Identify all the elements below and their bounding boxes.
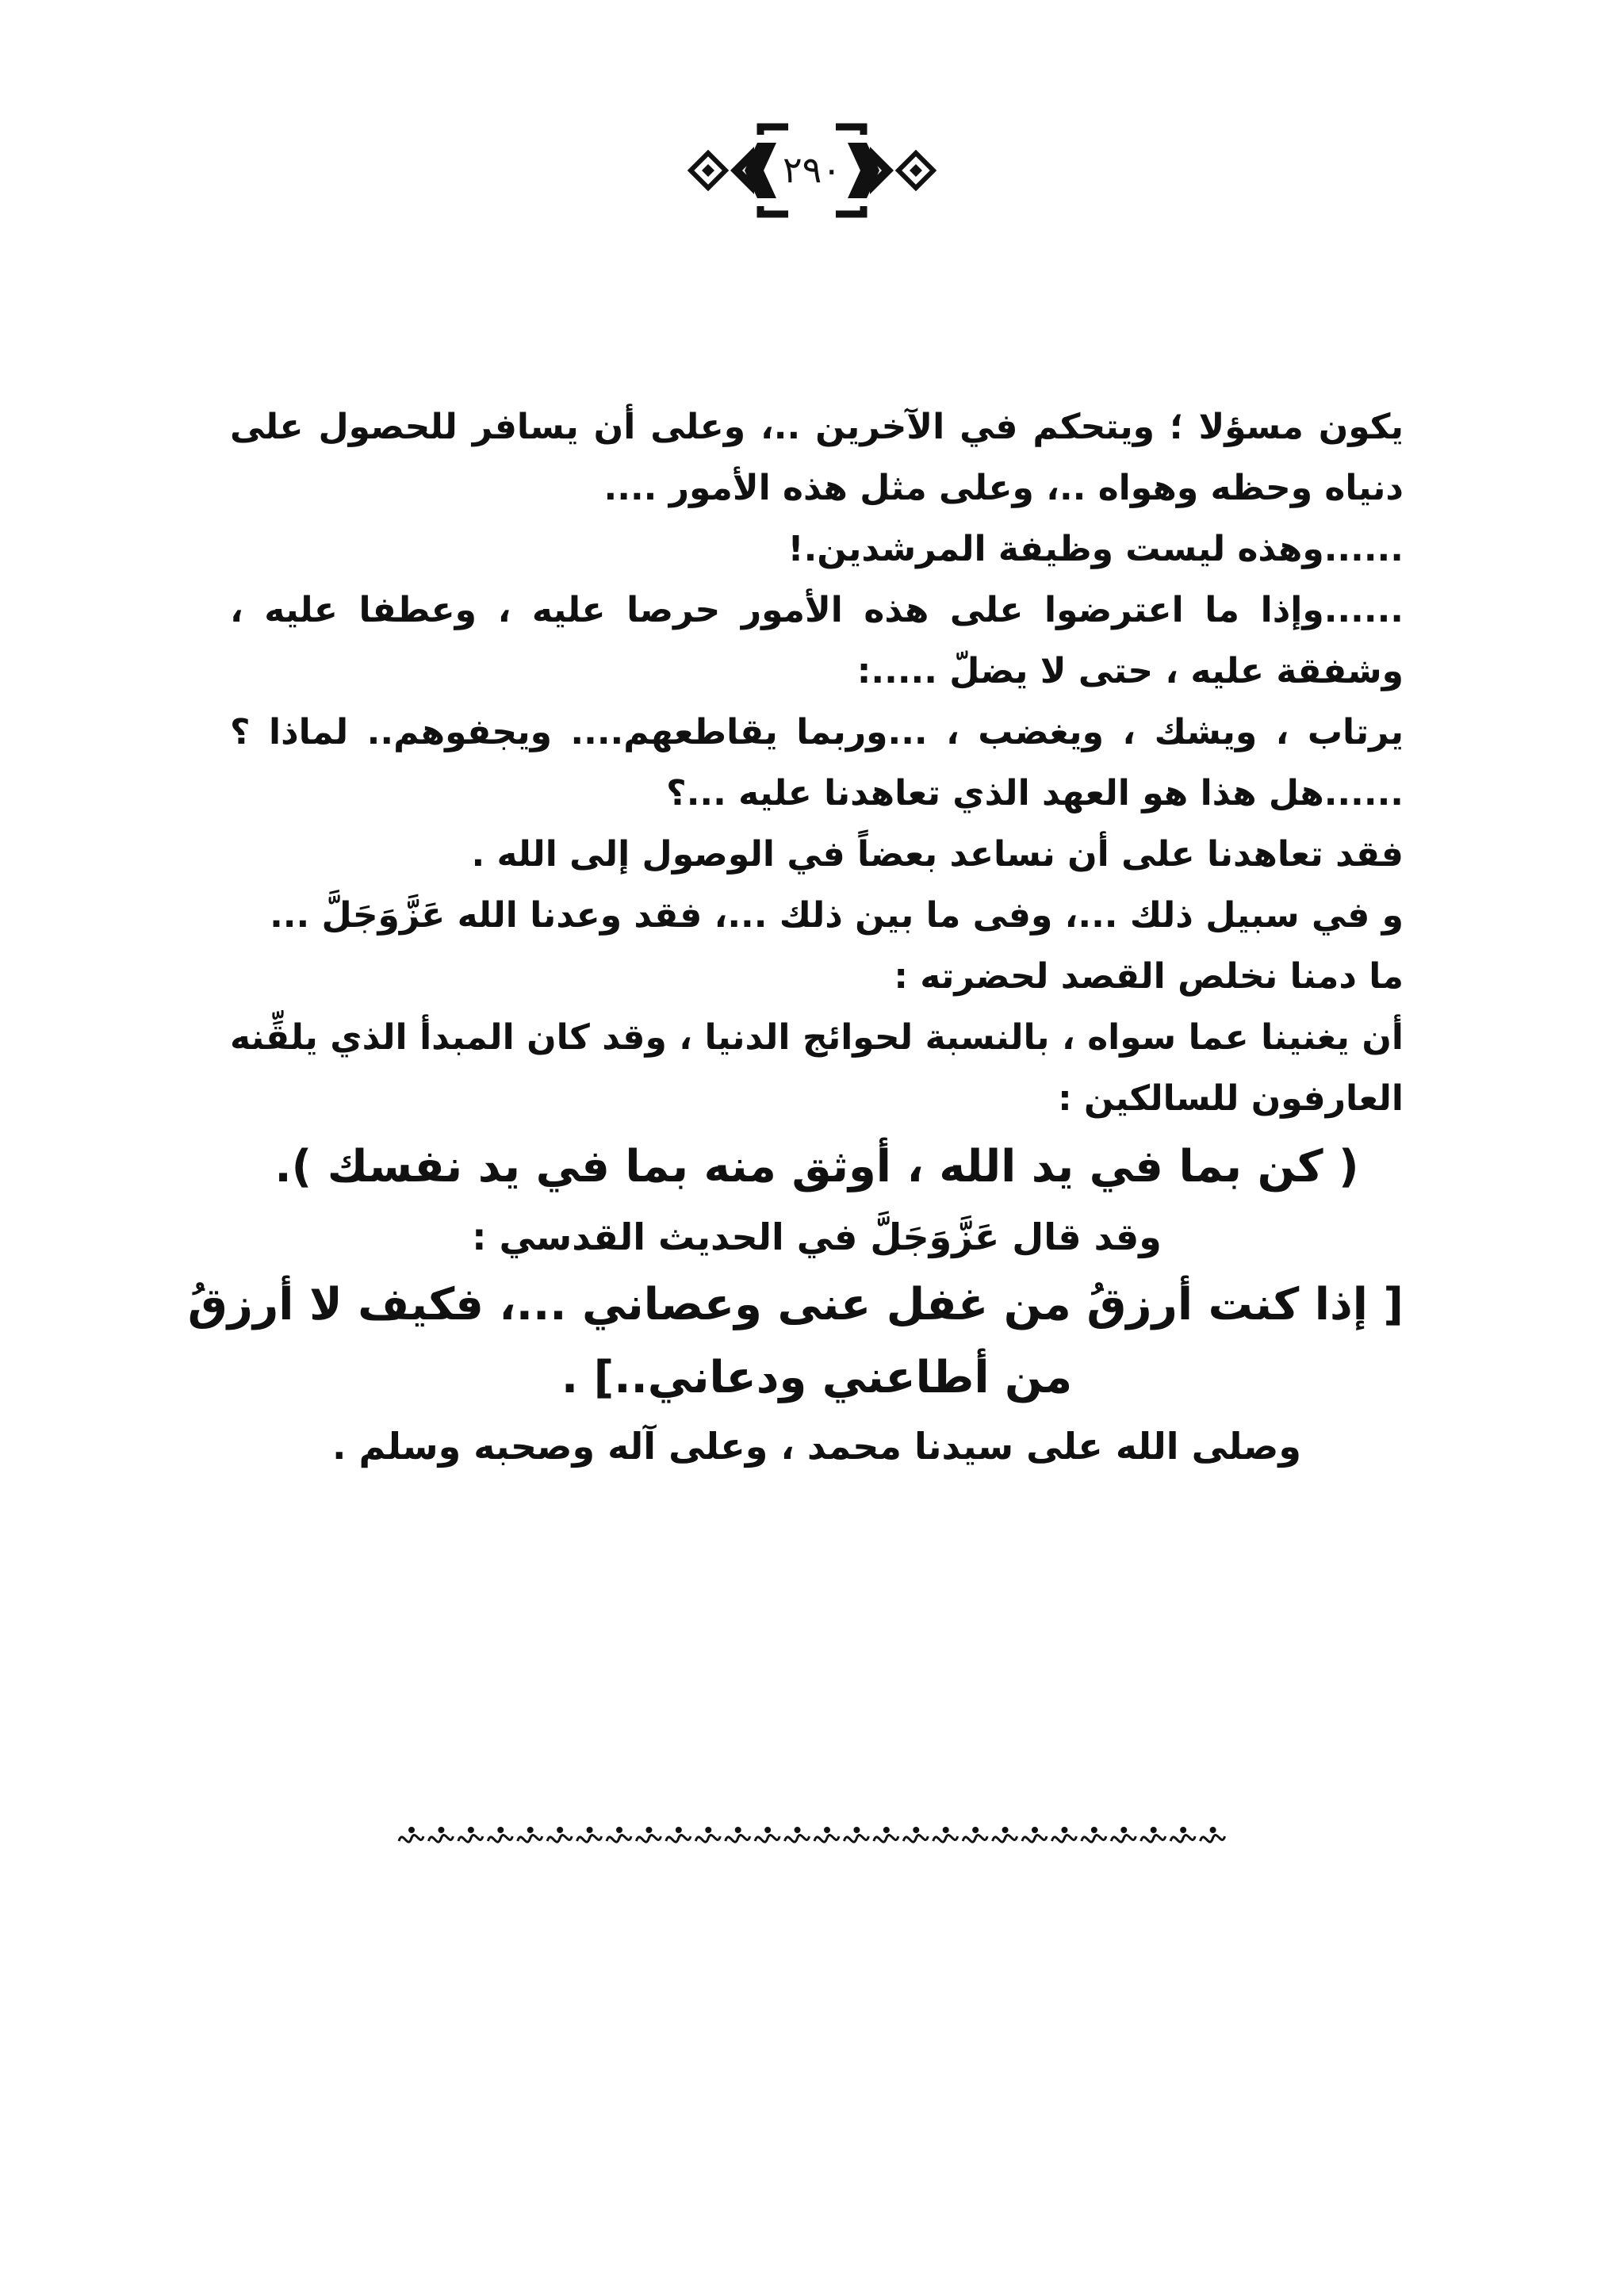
- flourish-dot-icon: [1003, 1828, 1007, 1832]
- hadith-line: [ إذا كنت أرزقُ من غفل عنى وعصاني ...، فكيف لا أرزقُ: [187, 1279, 1404, 1330]
- flourish-dot-icon: [647, 1828, 651, 1832]
- flourish-icon: [488, 1836, 512, 1843]
- body-text: [187, 396, 1404, 1478]
- flourish-icon: [458, 1836, 483, 1843]
- flourish-icon: [666, 1836, 691, 1843]
- flourish-icon: [1170, 1836, 1195, 1843]
- flourish-dot-icon: [588, 1828, 592, 1832]
- flourish-icon: [993, 1836, 1017, 1843]
- flourish-dot-icon: [884, 1828, 888, 1832]
- flourish-dot-icon: [825, 1828, 829, 1832]
- flourish-icon: [1051, 1836, 1076, 1843]
- flourish-icon: [1111, 1836, 1136, 1843]
- flourish-icon: [963, 1836, 987, 1843]
- flourish-dot-icon: [736, 1828, 740, 1832]
- flourish-icon: [1141, 1836, 1166, 1843]
- flourish-dot-icon: [1092, 1828, 1096, 1832]
- flourish-icon: [695, 1836, 720, 1843]
- footer-ornament-icon: [396, 1824, 1228, 1855]
- flourish-icon: [1082, 1836, 1106, 1843]
- flourish-dot-icon: [766, 1828, 770, 1832]
- text-line: يكون مسؤلا ؛ ويتحكم في الآخرين ..، وعلى أن يسافر للحصول على: [230, 407, 1404, 447]
- flourish-dot-icon: [1063, 1828, 1067, 1832]
- flourish-dot-icon: [499, 1828, 503, 1832]
- text-line: أن يغنينا عما سواه ، بالنسبة لحوائج الدنيا ، وقد كان المبدأ الذي يلقِّنه: [230, 1017, 1404, 1058]
- flourish-icon: [547, 1836, 572, 1843]
- text-line: ما دمنا نخلص القصد لحضرته :: [894, 956, 1404, 997]
- text-line: العارفون للسالكين :: [1058, 1078, 1404, 1119]
- text-line: فقد تعاهدنا على أن نساعد بعضاً في الوصول إلى الله .: [471, 834, 1404, 875]
- flourish-icon: [1201, 1836, 1225, 1843]
- flourish-dot-icon: [410, 1828, 414, 1832]
- quote-line: ( كن بما في يد الله ، أوثق منه بما في يد نفسك ).: [274, 1141, 1359, 1192]
- flourish-icon: [726, 1836, 750, 1843]
- flourish-icon: [755, 1836, 779, 1843]
- flourish-icon: [814, 1836, 839, 1843]
- text-line: يرتاب ، ويشك ، ويغضب ، ...وربما يقاطعهم.... ويجفوهم.. لماذا ؟: [230, 712, 1404, 752]
- page-header: [0, 111, 1624, 230]
- flourish-icon: [1022, 1836, 1047, 1843]
- flourish-icon: [607, 1836, 631, 1843]
- flourish-icon: [518, 1836, 542, 1843]
- flourish-dot-icon: [1211, 1828, 1215, 1832]
- flourish-icon: [844, 1836, 868, 1843]
- flourish-dot-icon: [469, 1828, 473, 1832]
- flourish-dot-icon: [618, 1828, 622, 1832]
- flourish-dot-icon: [558, 1828, 562, 1832]
- flourish-icon: [636, 1836, 661, 1843]
- flourish-dot-icon: [974, 1828, 978, 1832]
- flourish-dot-icon: [944, 1828, 948, 1832]
- text-line: و في سبيل ذلك ...، وفى ما بين ذلك ...، فقد وعدنا الله عَزَّوَجَلَّ ...: [270, 895, 1404, 936]
- text-line: وشفقة عليه ، حتى لا يضلّ .....:: [856, 651, 1404, 691]
- text-line: دنياه وحظه وهواه ..، وعلى مثل هذه الأمور ....: [603, 468, 1404, 508]
- flourish-dot-icon: [1151, 1828, 1155, 1832]
- flourish-dot-icon: [1182, 1828, 1185, 1832]
- flourish-dot-icon: [439, 1828, 443, 1832]
- page-number: ٢٩٠: [782, 148, 842, 191]
- flourish-dot-icon: [914, 1828, 918, 1832]
- header-ornament-icon: [681, 119, 943, 222]
- flourish-icon: [903, 1836, 928, 1843]
- flourish-icon: [428, 1836, 453, 1843]
- text-line: ......وهذه ليست وظيفة المرشدين.!: [787, 529, 1404, 569]
- hadith-intro: وقد قال عَزَّوَجَلَّ في الحديث القدسي :: [472, 1215, 1162, 1258]
- flourish-icon: [399, 1836, 423, 1843]
- flourish-icon: [933, 1836, 958, 1843]
- flourish-icon: [577, 1836, 602, 1843]
- flourish-dot-icon: [676, 1828, 680, 1832]
- flourish-dot-icon: [1033, 1828, 1037, 1832]
- flourish-icon: [785, 1836, 810, 1843]
- flourish-dot-icon: [1122, 1828, 1126, 1832]
- closing-line: وصلى الله على سيدنا محمد ، وعلى آله وصحبه وسلم .: [332, 1425, 1301, 1468]
- flourish-icon: [874, 1836, 898, 1843]
- flourish-dot-icon: [528, 1828, 532, 1832]
- text-line: ......هل هذا هو العهد الذي تعاهدنا عليه ...؟: [666, 773, 1404, 813]
- flourish-dot-icon: [795, 1828, 799, 1832]
- text-line: ......وإذا ما اعترضوا على هذه الأمور حرصا عليه ، وعطفا عليه ،: [230, 590, 1404, 630]
- flourish-dot-icon: [855, 1828, 859, 1832]
- hadith-line: من أطاعني ودعاني..] .: [561, 1352, 1073, 1403]
- flourish-dot-icon: [707, 1828, 710, 1832]
